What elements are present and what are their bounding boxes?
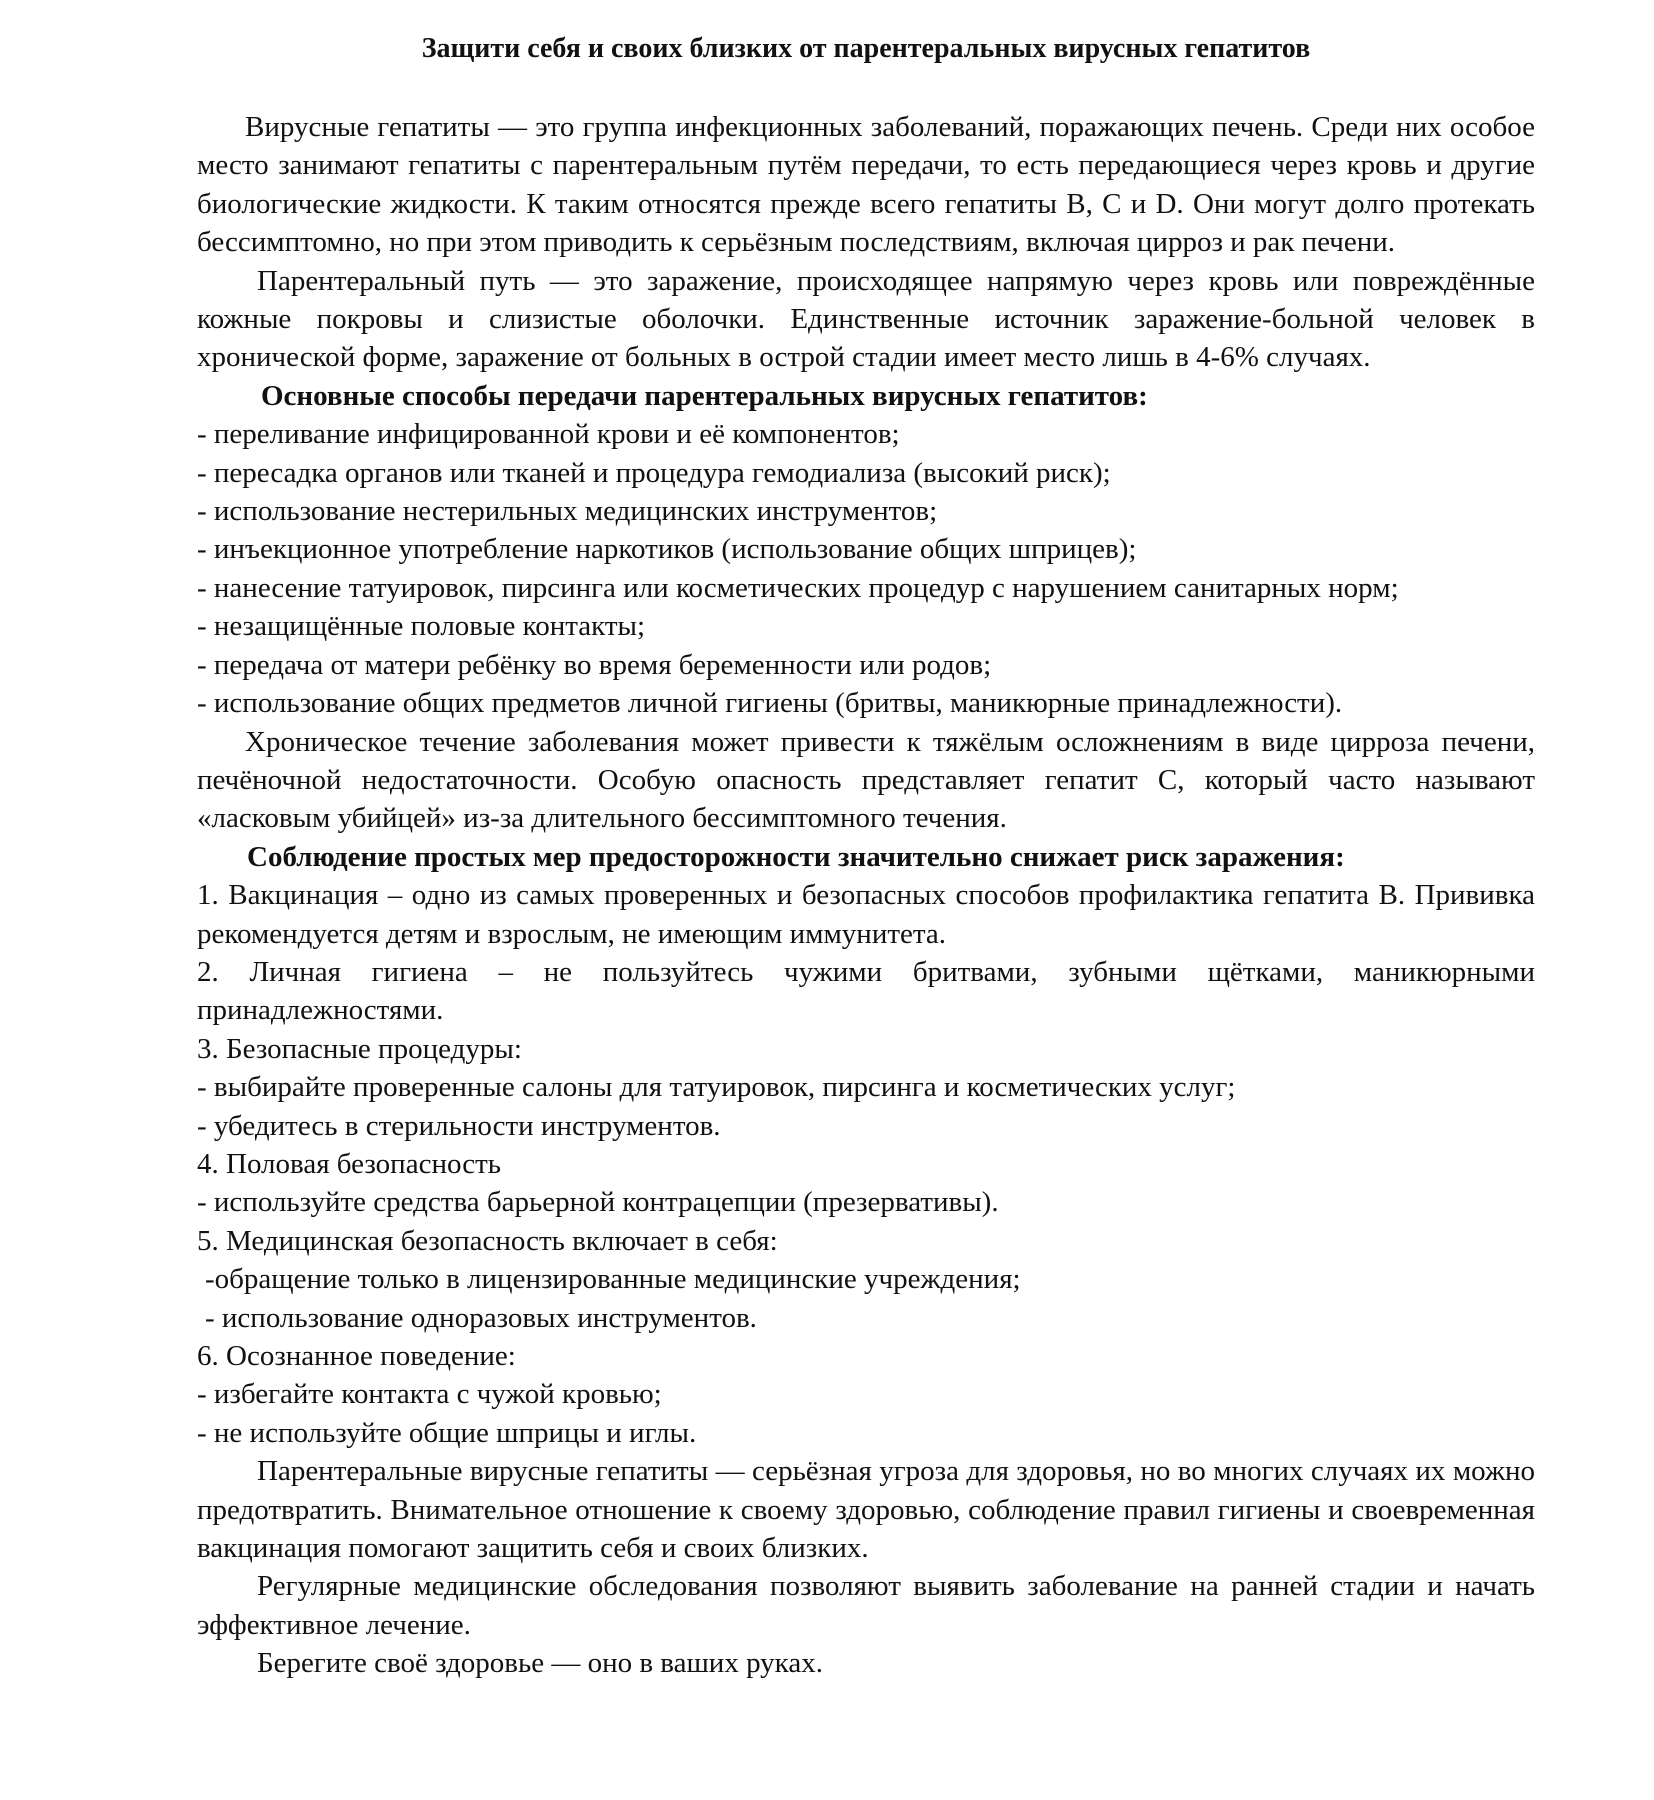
prevention-list (197, 876, 1535, 1452)
list-item: - выбирайте проверенные салоны для татуировок, пирсинга и косметических услуг; (197, 1071, 1236, 1104)
list-item: - инъекционное употребление наркотиков (использование общих шприцев); (197, 533, 1137, 566)
transmission-heading: Основные способы передачи парентеральных вирусных гепатитов: (261, 379, 1148, 412)
prevention-heading: Соблюдение простых мер предосторожности значительно снижает риск заражения: (247, 840, 1345, 873)
closing-paragraph-3: Берегите своё здоровье — оно в ваших руках. (257, 1647, 823, 1680)
list-item: 6. Осознанное поведение: (197, 1340, 516, 1372)
list-item: - не используйте общие шприцы и иглы. (197, 1416, 697, 1449)
list-item: - нанесение татуировок, пирсинга или косметических процедур с нарушением санитарных норм; (197, 571, 1399, 604)
intro-paragraph-2: Парентеральный путь — это заражение, происходящее напрямую через кровь или повреждённые кожные покровы и слизистые оболочки. Единственные источник заражение-больной человек в хронической форме, заражение от больных в острой стадии имеет место лишь в 4-6% случаях. (197, 264, 1535, 374)
list-item: - незащищённые половые контакты; (197, 610, 646, 643)
list-item: - использование общих предметов личной гигиены (бритвы, маникюрные принадлежности). (197, 687, 1343, 720)
list-item: - использование нестерильных медицинских инструментов; (197, 495, 938, 528)
list-item: 1. Вакцинация – одно из самых проверенных и безопасных способов профилактика гепатита B. Прививка рекомендуется детям и взрослым, не имеющим иммунитета. (197, 879, 1535, 950)
list-item: - переливание инфицированной крови и её компонентов; (197, 418, 900, 451)
chronic-paragraph: Хроническое течение заболевания может привести к тяжёлым осложнениям в виде цирроза печени, печёночной недостаточности. Особую опасность представляет гепатит С, который часто называют «ласковым убийцей» из-за длительного бессимптомного течения. (197, 725, 1535, 835)
document-body (197, 108, 1535, 1683)
list-item: - передача от матери ребёнку во время беременности или родов; (197, 648, 992, 681)
list-item: - использование одноразовых инструментов. (205, 1301, 757, 1334)
transmission-list (197, 415, 1535, 722)
list-item: - убедитесь в стерильности инструментов. (197, 1109, 721, 1142)
list-item: - пересадка органов или тканей и процедура гемодиализа (высокий риск); (197, 456, 1111, 489)
list-item: 3. Безопасные процедуры: (197, 1032, 522, 1065)
closing-paragraph-1: Парентеральные вирусные гепатиты — серьёзная угроза для здоровья, но во многих случаях их можно предотвратить. Внимательное отношение к своему здоровью, соблюдение правил гигиены и своевременная вакцинация помогают защитить себя и своих близких. (197, 1455, 1535, 1565)
list-item: - используйте средства барьерной контрацепции (презервативы). (197, 1186, 999, 1219)
closing-paragraph-2: Регулярные медицинские обследования позволяют выявить заболевание на ранней стадии и начать эффективное лечение. (197, 1570, 1535, 1641)
document-title: Защити себя и своих близких от парентеральных вирусных гепатитов (421, 33, 1311, 64)
intro-paragraph-1: Вирусные гепатиты — это группа инфекционных заболеваний, поражающих печень. Среди них особое место занимают гепатиты с парентеральным путём передачи, то есть передающиеся через кровь и другие биологические жидкости. К таким относятся прежде всего гепатиты B, C и D. Они могут долго протекать бессимптомно, но при этом приводить к серьёзным последствиям, включая цирроз и рак печени. (197, 111, 1535, 259)
list-item: 4. Половая безопасность (197, 1147, 501, 1180)
list-item: 5. Медицинская безопасность включает в себя: (197, 1224, 778, 1257)
list-item: - избегайте контакта с чужой кровью; (197, 1378, 662, 1411)
list-item: -обращение только в лицензированные медицинские учреждения; (205, 1263, 1021, 1296)
list-item: 2. Личная гигиена – не пользуйтесь чужими бритвами, зубными щётками, маникюрными принадлежностями. (197, 955, 1535, 1027)
